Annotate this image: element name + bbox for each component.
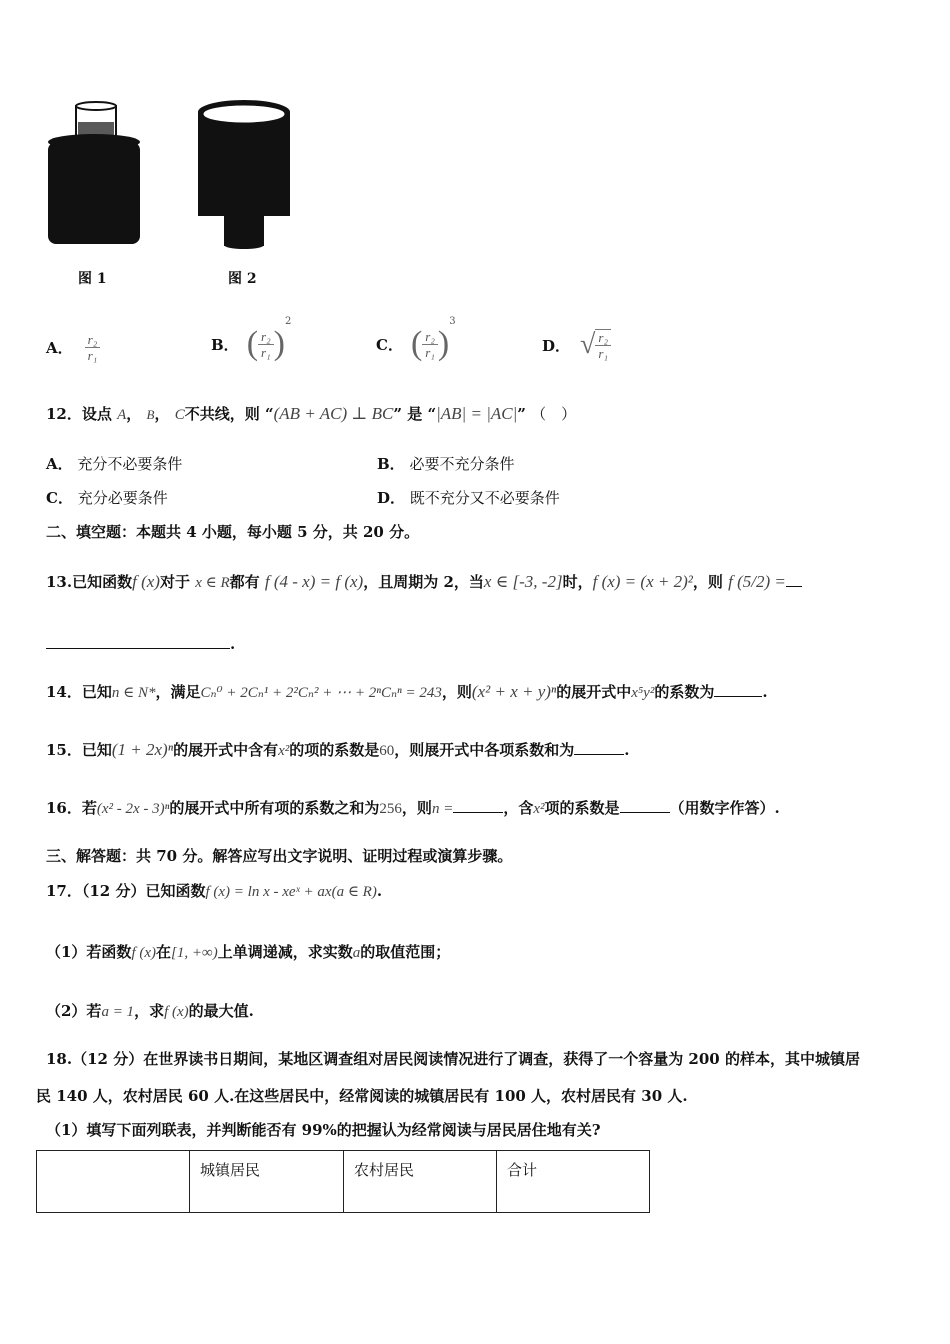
option-label: B． — [211, 335, 239, 354]
q12-option-d[interactable]: D． 既不充分又不必要条件 — [377, 489, 560, 507]
q13-answer-line[interactable]: . — [46, 634, 235, 653]
option-label: A． — [46, 338, 73, 357]
q18-part-1: （1）填写下面列联表，并判断能否有 99%的把握认为经常阅读与居民居住地有关? — [46, 1121, 601, 1139]
table-row — [37, 1151, 650, 1213]
fraction: $\frac{\text{r₂}}{\text{r₁}}$ — [85, 332, 101, 363]
q15-stem: 15．已知(1 + 2x)ⁿ的展开式中含有x²的项的系数是60，则展开式中各项系数和为 . — [46, 740, 630, 759]
table-cell-empty — [37, 1151, 190, 1213]
section-3-heading: 三、解答题：共 70 分。解答应写出文字说明、证明过程或演算步骤。 — [46, 847, 513, 865]
q11-option-d[interactable] — [542, 318, 611, 372]
left-paren: ( — [410, 325, 423, 362]
q17-stem: 17．（12 分）已知函数f (x) = ln x - xeˣ + ax(a ∈ R). — [46, 882, 383, 900]
q12-option-c[interactable]: C． 充分必要条件 — [46, 489, 168, 507]
q13-stem: 13.已知函数f (x)对于 x ∈ R都有 f (4 - x) = f (x)，且周期为 2，当x ∈ [-3, -2]时，f (x) = (x + 2)²，则 f (5/2) = — [46, 568, 802, 597]
q16-answer-blank-1[interactable] — [453, 798, 503, 813]
cylinder-figure-2-icon — [194, 98, 294, 250]
right-paren: ) — [437, 325, 450, 362]
fraction: $\frac{\text{r₂}}{\text{r₁}}$ — [422, 329, 438, 360]
q12-option-b[interactable]: B． 必要不充分条件 — [377, 455, 515, 473]
q18-stem-line-1: 18.（12 分）在世界读书日期间，某地区调查组对居民阅读情况进行了调查，获得了一个容量为 200 的样本，其中城镇居 — [46, 1050, 860, 1068]
exponent: 3 — [449, 316, 456, 327]
q18-stem-line-2: 民 140 人，农村居民 60 人.在这些居民中，经常阅读的城镇居民有 100 人，农村居民有 30 人. — [36, 1087, 688, 1105]
section-2-heading: 二、填空题：本题共 4 小题，每小题 5 分，共 20 分。 — [46, 523, 420, 541]
q16-stem: 16．若(x² - 2x - 3)ⁿ的展开式中所有项的系数之和为256，则n = ，含x²项的系数是 （用数字作答）. — [46, 799, 780, 817]
q17-part-1: （1）若函数f (x)在[1, +∞)上单调递减，求实数a的取值范围； — [46, 943, 451, 961]
q12-stem: 12．设点 A， B， C不共线，则 “(AB + AC) ⊥ BC” 是 “|AB| = |AC|” （ ） — [46, 404, 577, 423]
q14-answer-blank[interactable] — [714, 682, 762, 697]
figure-1-label: 图 1 — [78, 271, 107, 287]
q13-answer-blank-1[interactable] — [786, 572, 802, 587]
exponent: 2 — [284, 316, 292, 327]
q11-option-b[interactable] — [211, 316, 291, 372]
q16-answer-blank-2[interactable] — [620, 798, 670, 813]
contingency-table — [36, 1150, 650, 1213]
q17-part-2: （2）若a = 1，求f (x)的最大值. — [46, 1002, 254, 1020]
q14-stem: 14．已知n ∈ N*，满足Cₙ⁰ + 2Cₙ¹ + 2²Cₙ² + ⋯ + 2ⁿCₙⁿ = 243，则(x² + x + y)ⁿ的展开式中x⁵y²的系数为 . — [46, 682, 768, 701]
fraction: $\frac{\text{r₂}}{\text{r₁}}$ — [595, 329, 611, 361]
fraction: $\frac{\text{r₂}}{\text{r₁}}$ — [258, 329, 274, 360]
option-label: C． — [376, 335, 403, 354]
right-paren: ) — [273, 325, 285, 362]
q11-option-a[interactable] — [46, 322, 100, 372]
q11-option-c[interactable] — [376, 316, 456, 372]
sqrt-icon: √ — [580, 329, 596, 360]
q12-option-a[interactable]: A． 充分不必要条件 — [46, 455, 183, 473]
figure-1 — [44, 100, 144, 250]
table-header-urban: 城镇居民 — [190, 1151, 344, 1213]
option-label: D． — [542, 336, 571, 355]
figure-2-label: 图 2 — [228, 271, 257, 287]
table-header-total: 合计 — [497, 1151, 650, 1213]
q15-answer-blank[interactable] — [574, 740, 624, 755]
cylinder-figure-1-icon — [44, 100, 144, 250]
table-header-rural: 农村居民 — [344, 1151, 497, 1213]
left-paren: ( — [246, 325, 259, 362]
figure-2 — [194, 98, 294, 250]
